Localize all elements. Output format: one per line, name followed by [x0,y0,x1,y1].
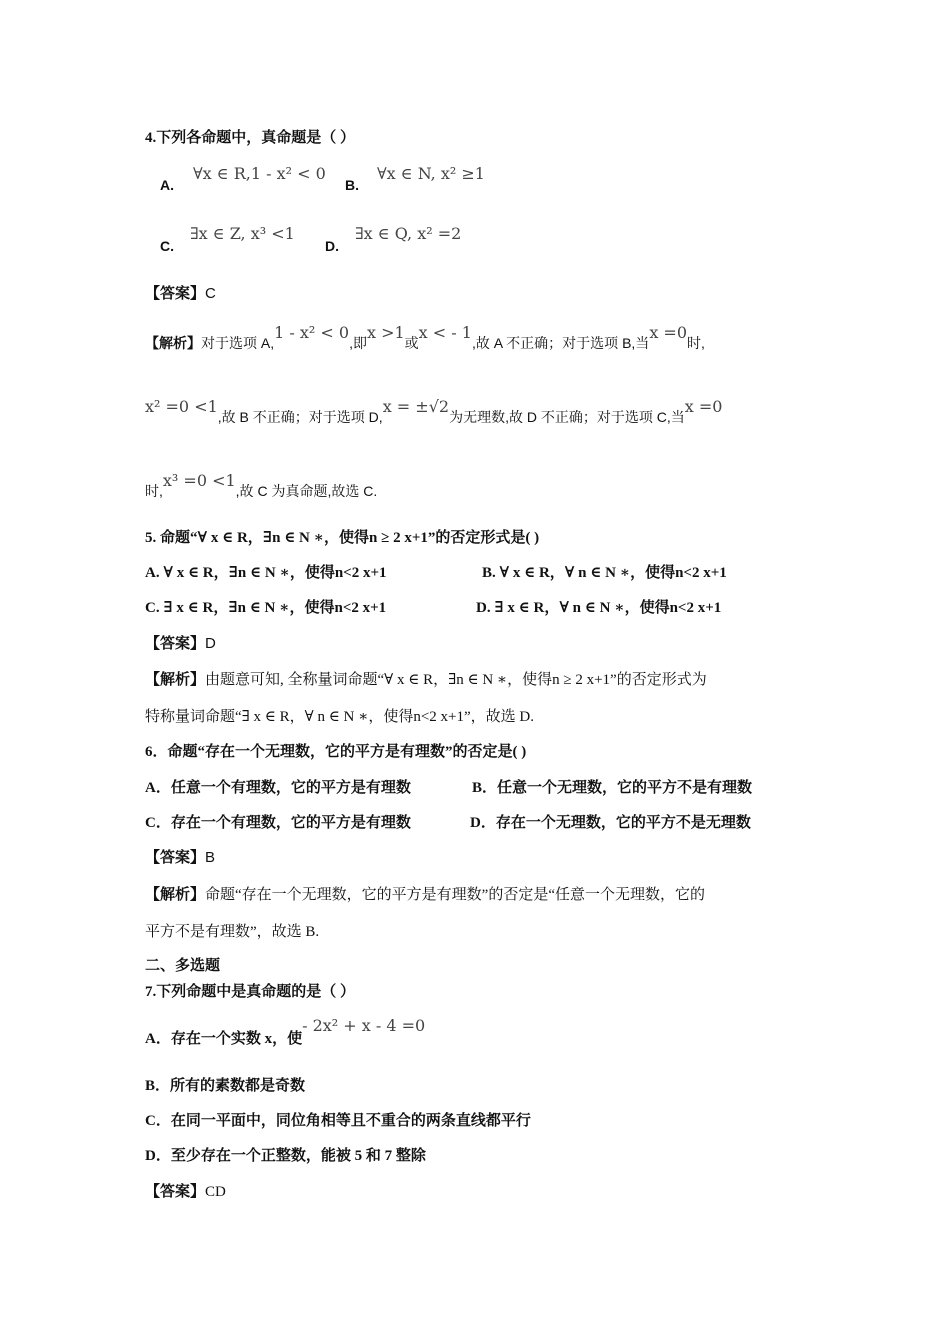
analysis-math: x < - 1 [418,323,472,342]
answer-tag: 【答案】 [145,849,206,866]
analysis-math: x³ =0 <1 [162,471,236,490]
answer-tag: 【答案】 [145,285,206,302]
analysis-text: 时, [145,483,163,499]
q7-answer [145,1182,226,1202]
analysis-text: ,即 [349,335,367,351]
q6-option-b: B．任意一个无理数，它的平方不是有理数 [472,780,753,796]
analysis-tag: 【解析】 [145,335,201,351]
q7-option-a-text: A．存在一个实数 x，使 [145,1031,303,1047]
q7-option-c: C．在同一平面中，同位角相等且不重合的两条直线都平行 [145,1113,531,1129]
q5-answer [145,634,216,654]
analysis-tag: 【解析】 [145,671,206,688]
analysis-math: x =0 [649,323,688,342]
q7-option-a-math: - 2x² + x - 4 =0 [302,1016,426,1035]
analysis-text: 对于选项 A, [201,335,275,351]
analysis-text: ,故 C 为真命题,故选 C. [235,483,378,499]
q6-answer [145,848,215,868]
q5-analysis-line-2: 特称量词命题“∃ x ∈ R，∀ n ∈ N ∗，使得n<2 x+1”，故选 D. [145,709,534,725]
q7-option-d: D．至少存在一个正整数，能被 5 和 7 整除 [145,1148,426,1164]
analysis-text: 由题意可知, 全称量词命题“∀ x ∈ R，∃n ∈ N ∗，使得n ≥ 2 x+1”的否定形式为 [205,672,707,688]
analysis-text: ,故 B 不正确；对于选项 D, [217,409,383,425]
analysis-math: x = ±√2 [382,397,450,416]
q6-stem: 6．命题“存在一个无理数，它的平方是有理数”的否定是( ) [145,744,527,760]
q4-answer [145,284,216,304]
q5-analysis-line-1 [145,670,707,690]
q4-stem: 4.下列各命题中，真命题是（ ） [145,130,356,146]
q6-option-d: D．存在一个无理数，它的平方不是无理数 [470,815,751,831]
q4-option-a-label: A. [160,177,174,193]
q7-stem: 7.下列命题中是真命题的是（ ） [145,984,356,1000]
q5-option-a: A. ∀ x ∈ R，∃n ∈ N ∗，使得n<2 x+1 [145,565,387,581]
q4-option-d-math: ∃x ∈ Q, x² =2 [355,224,462,243]
q4-option-a-math: ∀x ∈ R,1 - x² < 0 [193,164,326,183]
analysis-text: 时, [687,335,705,351]
q6-option-c: C．存在一个有理数，它的平方是有理数 [145,815,411,831]
q4-option-c-label: C. [160,238,174,254]
q5-option-c: C. ∃ x ∈ R，∃n ∈ N ∗，使得n<2 x+1 [145,600,387,616]
q4-analysis-line-1 [145,323,705,353]
q4-option-b-math: ∀x ∈ N, x² ≥1 [377,164,485,183]
answer-tag: 【答案】 [145,1183,206,1200]
analysis-text: 为无理数,故 D 不正确；对于选项 C,当 [449,409,685,425]
q6-analysis-line-1 [145,885,705,905]
answer-value: C [205,285,216,302]
analysis-text: 或 [404,335,419,351]
analysis-math: x =0 [684,397,723,416]
q4-analysis-line-2 [145,397,723,427]
q5-option-b: B. ∀ x ∈ R，∀ n ∈ N ∗，使得n<2 x+1 [482,565,727,581]
answer-value: D [205,635,216,652]
answer-value: B [205,849,216,866]
section-heading: 二、多选题 [145,958,221,974]
q4-option-d-label: D. [325,238,339,254]
q5-option-d: D. ∃ x ∈ R，∀ n ∈ N ∗，使得n<2 x+1 [476,600,722,616]
q4-option-c-math: ∃x ∈ Z, x³ <1 [190,224,295,243]
analysis-math: x >1 [366,323,405,342]
q6-analysis-line-2: 平方不是有理数”，故选 B. [145,924,320,940]
analysis-text: 命题“存在一个无理数，它的平方是有理数”的否定是“任意一个无理数，它的 [205,887,705,903]
analysis-text: ,故 A 不正确；对于选项 B,当 [471,335,650,351]
q4-analysis-line-3 [145,471,378,501]
q5-stem: 5. 命题“∀ x ∈ R，∃n ∈ N ∗，使得n ≥ 2 x+1”的否定形式是( ) [145,530,540,546]
q7-option-a [145,1016,426,1049]
analysis-math: x² =0 <1 [145,397,218,416]
answer-value: CD [205,1184,226,1200]
analysis-tag: 【解析】 [145,886,206,903]
answer-tag: 【答案】 [145,635,206,652]
q7-option-b: B．所有的素数都是奇数 [145,1078,306,1094]
q4-option-b-label: B. [345,177,359,193]
analysis-math: 1 - x² < 0 [274,323,350,342]
q6-option-a: A．任意一个有理数，它的平方是有理数 [145,780,411,796]
